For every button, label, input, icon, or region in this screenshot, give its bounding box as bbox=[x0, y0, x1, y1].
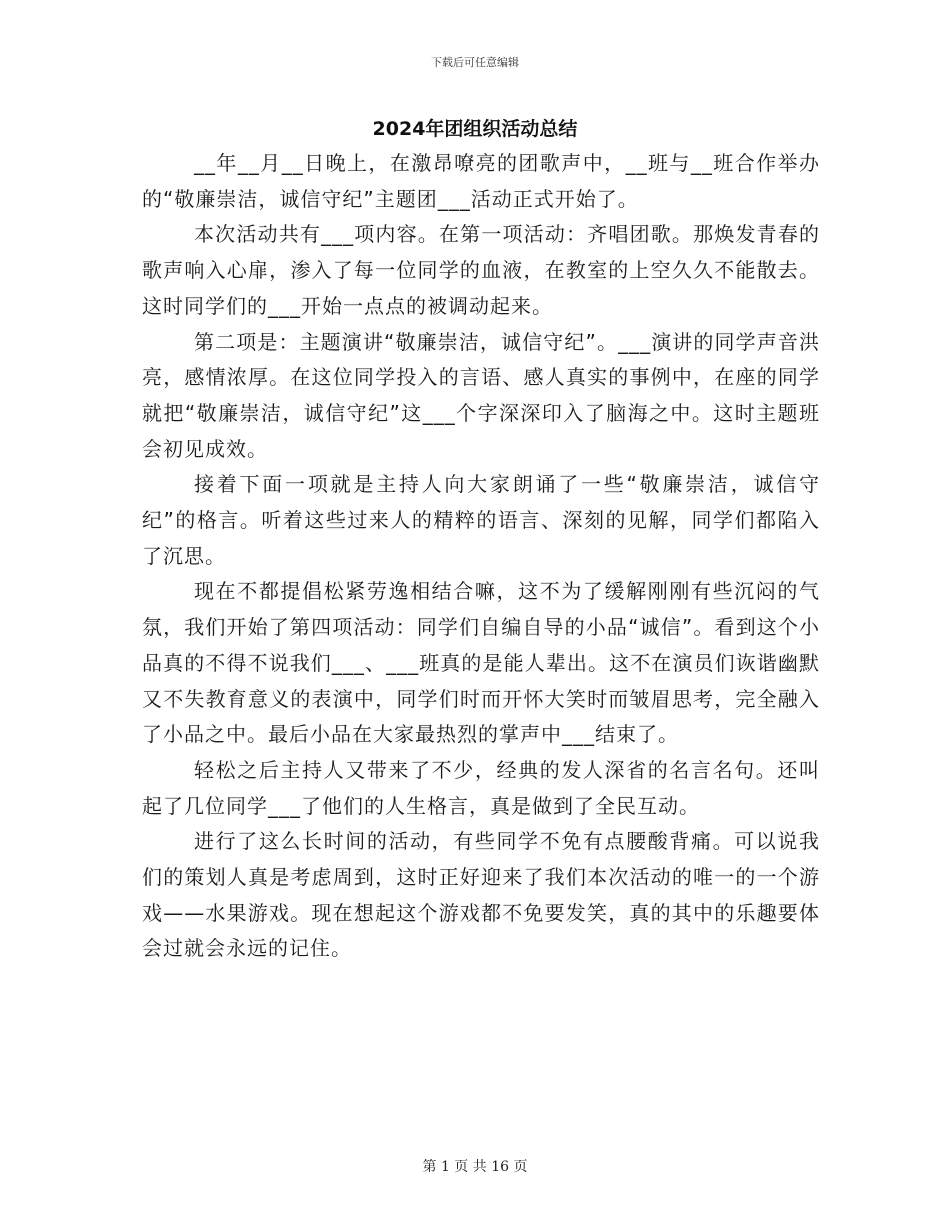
paragraph: 轻松之后主持人又带来了不少，经典的发人深省的名言名句。还叫起了几位同学___了他们的人生格言，真是做到了全民互动。 bbox=[142, 757, 820, 818]
page-number-footer: 第 1 页 共 16 页 bbox=[422, 1159, 528, 1175]
header-note: 下载后可任意编辑 bbox=[431, 56, 519, 69]
paragraph: 第二项是：主题演讲“敬廉崇洁，诚信守纪”。___演讲的同学声音洪亮，感情浓厚。在这位同学投入的言语、感人真实的事例中，在座的同学就把“敬廉崇洁，诚信守纪”这___个字深深印入了脑海之中。这时主题班会初见成效。 bbox=[142, 329, 820, 461]
document-title: 2024年团组织活动总结 bbox=[372, 118, 578, 140]
paragraph: __年__月__日晚上，在激昂嘹亮的团歌声中，__班与__班合作举办的“敬廉崇洁，诚信守纪”主题团___活动正式开始了。 bbox=[142, 151, 820, 211]
paragraph: 接着下面一项就是主持人向大家朗诵了一些“敬廉崇洁，诚信守纪”的格言。听着这些过来人的精粹的语言、深刻的见解，同学们都陷入了沉思。 bbox=[142, 472, 820, 568]
paragraph: 现在不都提倡松紧劳逸相结合嘛，这不为了缓解刚刚有些沉闷的气氛，我们开始了第四项活动：同学们自编自导的小品“诚信”。看到这个小品真的不得不说我们___、___班真的是能人辈出。这不在演员们诙谐幽默又不失教育意义的表演中，同学们时而开怀大笑时而皱眉思考，完全融入了小品之中。最后小品在大家最热烈的掌声中___结束了。 bbox=[142, 579, 820, 747]
paragraph: 进行了这么长时间的活动，有些同学不免有点腰酸背痛。可以说我们的策划人真是考虑周到，这时正好迎来了我们本次活动的唯一的一个游戏——水果游戏。现在想起这个游戏都不免要发笑，真的其中的乐趣要体会过就会永远的记住。 bbox=[142, 829, 820, 961]
document-body bbox=[142, 146, 820, 967]
paragraph: 本次活动共有___项内容。在第一项活动：齐唱团歌。那焕发青春的歌声响入心扉，渗入了每一位同学的血液，在教室的上空久久不能散去。这时同学们的___开始一点点的被调动起来。 bbox=[142, 222, 820, 318]
